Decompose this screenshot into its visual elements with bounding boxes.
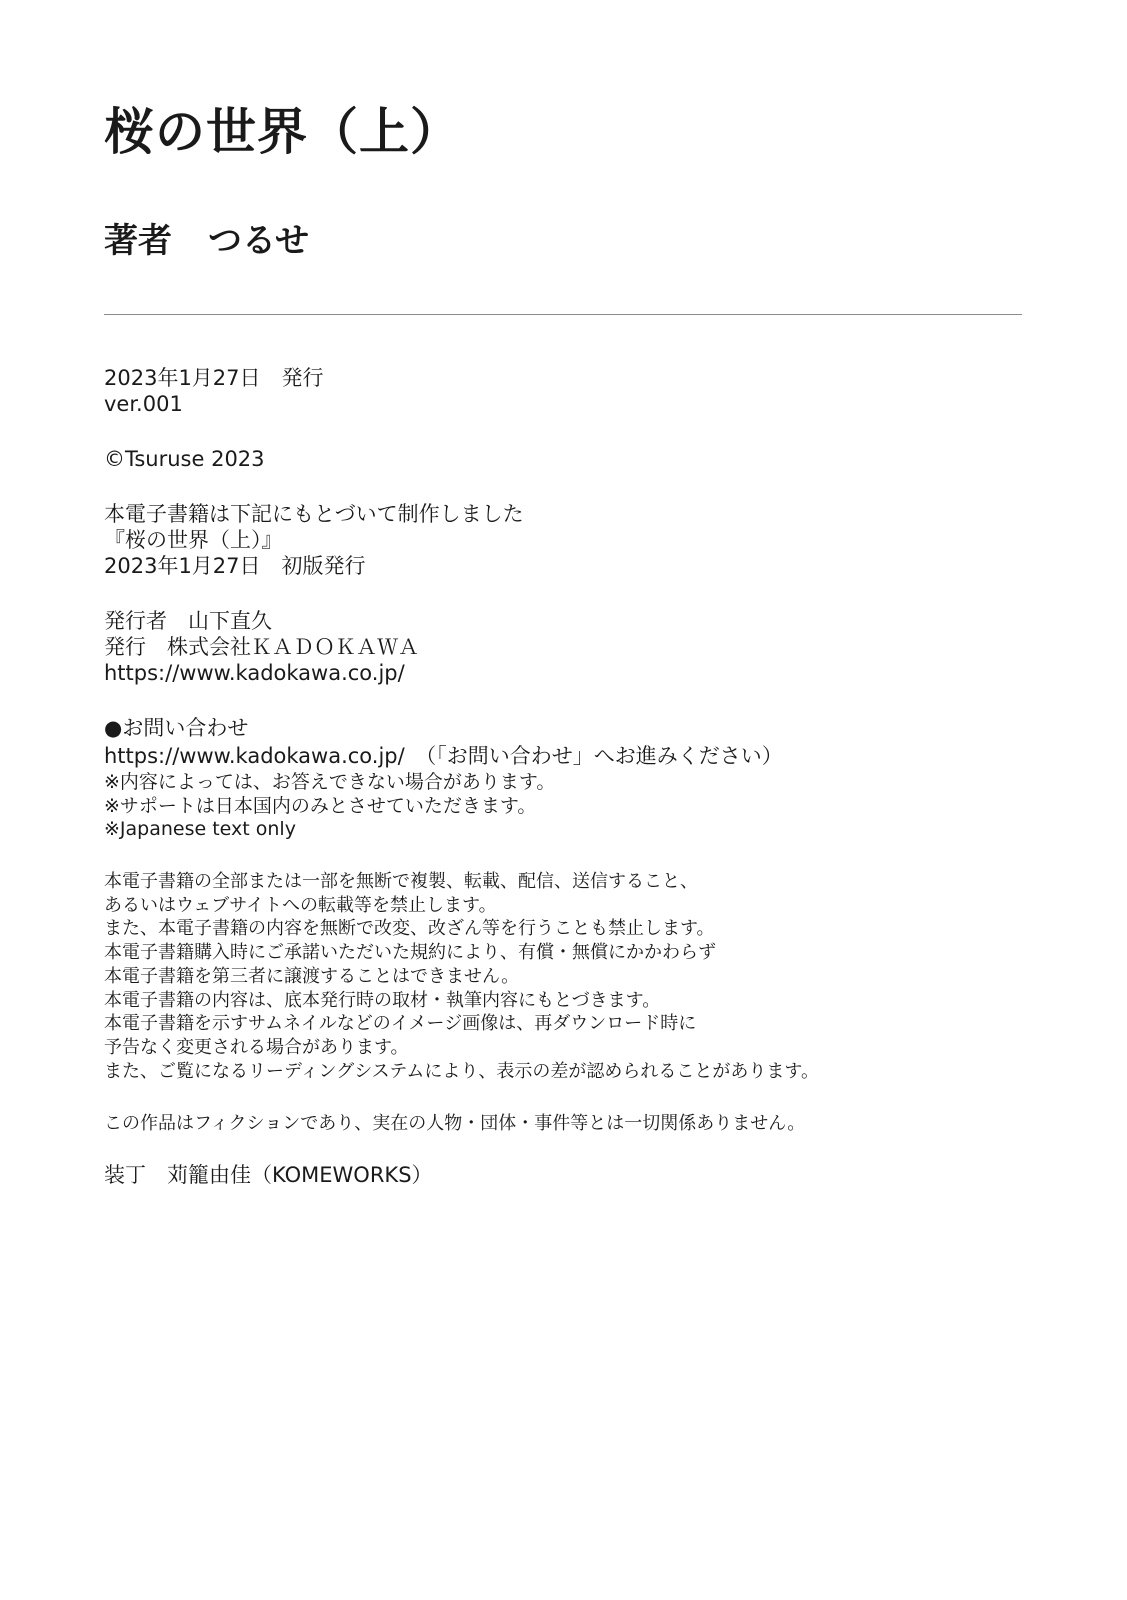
legal-line: また、ご覧になるリーディングシステムにより、表示の差が認められることがあります。 xyxy=(104,1060,819,1082)
design-credit: 装丁 苅籠由佳（KOMEWORKS） xyxy=(104,1163,433,1188)
book-author xyxy=(104,218,309,264)
book-title: 桜の世界（上） xyxy=(104,103,461,161)
based-on-intro: 本電子書籍は下記にもとづいて制作しました xyxy=(104,502,524,526)
inquiry-url: https://www.kadokawa.co.jp/ （「お問い合わせ」へお進みください） xyxy=(104,744,783,768)
legal-line: 予告なく変更される場合があります。 xyxy=(104,1036,409,1058)
based-on-title: 『桜の世界（上）』 xyxy=(104,528,283,552)
inquiry-notes xyxy=(104,771,1004,842)
publisher-person: 発行者 山下直久 xyxy=(104,609,272,633)
legal-line: あるいはウェブサイトへの転載等を禁止します。 xyxy=(104,894,497,916)
colophon-block xyxy=(104,365,1004,1188)
inquiry-note: ※内容によっては、お答えできない場合があります。 xyxy=(104,771,556,793)
legal-line: 本電子書籍を示すサムネイルなどのイメージ画像は、再ダウンロード時に xyxy=(104,1013,697,1035)
issue-date: 2023年1月27日 発行 xyxy=(104,366,324,390)
fiction-note: この作品はフィクションであり、実在の人物・団体・事件等とは一切関係ありません。 xyxy=(104,1113,806,1135)
author-name: つるせ xyxy=(208,221,309,261)
inquiry-note: ※サポートは日本国内のみとさせていただきます。 xyxy=(104,794,537,817)
legal-notice xyxy=(104,870,1004,1083)
copyright: ©Tsuruse 2023 xyxy=(104,447,265,471)
legal-line: 本電子書籍を第三者に譲渡することはできません。 xyxy=(104,965,520,987)
publisher-url: https://www.kadokawa.co.jp/ xyxy=(104,661,405,685)
author-label: 著者 xyxy=(104,221,172,261)
legal-line: 本電子書籍の内容は、底本発行時の取材・執筆内容にもとづきます。 xyxy=(104,989,661,1011)
legal-line: 本電子書籍購入時にご承諾いただいた規約により、有償・無償にかかわらず xyxy=(104,942,716,964)
inquiry-heading: ●お問い合わせ xyxy=(104,716,249,740)
legal-line: また、本電子書籍の内容を無断で改変、改ざん等を行うことも禁止します。 xyxy=(104,918,715,940)
publisher-company: 発行 株式会社ＫＡＤＯＫＡＷＡ xyxy=(104,635,419,659)
based-on-date: 2023年1月27日 初版発行 xyxy=(104,554,366,578)
version: ver.001 xyxy=(104,392,183,416)
legal-line: 本電子書籍の全部または一部を無断で複製、転載、配信、送信すること、 xyxy=(104,871,698,893)
inquiry-note: ※Japanese text only xyxy=(104,818,296,841)
divider-line xyxy=(104,314,1022,315)
